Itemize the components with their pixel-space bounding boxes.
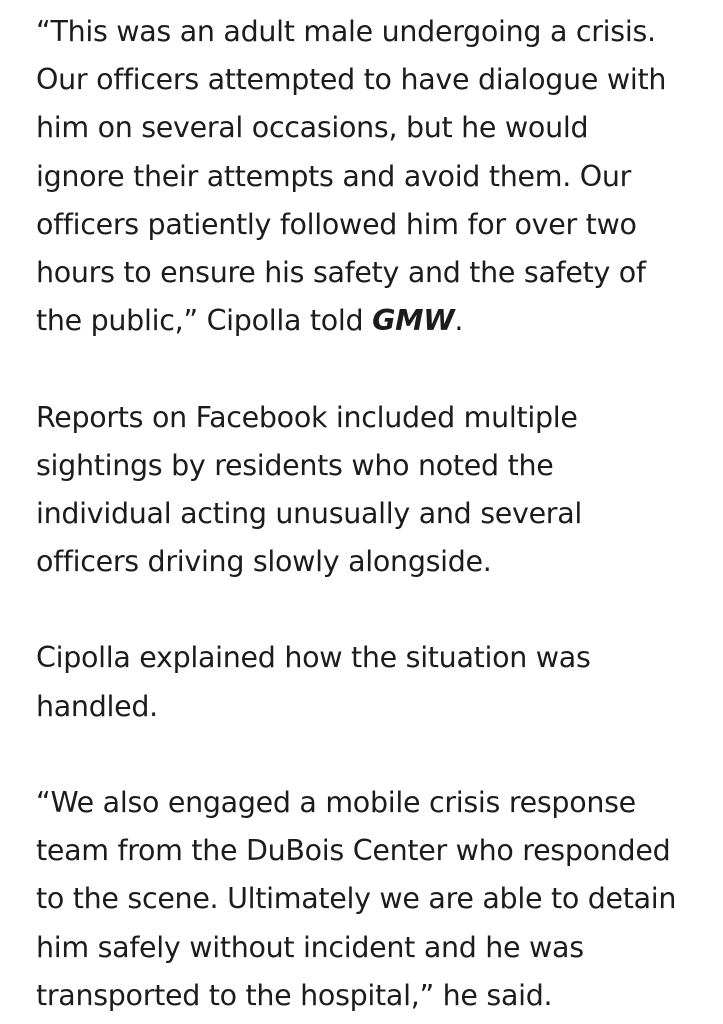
text-line: Cipolla explained how the situation was xyxy=(36,641,591,675)
text-line: ignore their attempts and avoid them. Our xyxy=(36,159,632,193)
text-line: him on several occasions, but he would xyxy=(36,111,589,145)
attribution-text: the public,” Cipolla told xyxy=(36,304,373,338)
top-spacer xyxy=(36,0,696,8)
text-line: “This was an adult male undergoing a crisis. xyxy=(36,15,656,48)
text-line: Our officers attempted to have dialogue with xyxy=(36,63,667,97)
paragraph-quote-2 xyxy=(36,779,696,1020)
text-line-attribution xyxy=(36,297,696,345)
text-line: transported to the hospital,” he said. xyxy=(36,978,553,1012)
text-line: officers driving slowly alongside. xyxy=(36,545,492,579)
paragraph-spacer xyxy=(36,586,696,634)
paragraph-spacer xyxy=(36,345,696,393)
paragraph-quote-1 xyxy=(36,8,696,345)
text-line: individual acting unusually and several xyxy=(36,496,582,530)
text-line: “We also engaged a mobile crisis response xyxy=(36,786,636,819)
text-line: Reports on Facebook included multiple xyxy=(36,400,578,434)
publication-name: GMW xyxy=(372,304,455,338)
paragraph-reports xyxy=(36,394,696,587)
text-line: officers patiently followed him for over two xyxy=(36,207,637,241)
text-line: him safely without incident and he was xyxy=(36,930,584,964)
paragraph-explained xyxy=(36,634,696,730)
article-body xyxy=(36,0,696,1020)
text-line: sightings by residents who noted the xyxy=(36,448,554,482)
text-line: team from the DuBois Center who responded xyxy=(36,834,671,868)
text-line: handled. xyxy=(36,689,158,723)
paragraph-spacer xyxy=(36,731,696,779)
text-line: hours to ensure his safety and the safety of xyxy=(36,255,646,289)
attribution-period: . xyxy=(454,304,464,338)
text-line: to the scene. Ultimately we are able to detain xyxy=(36,882,677,916)
